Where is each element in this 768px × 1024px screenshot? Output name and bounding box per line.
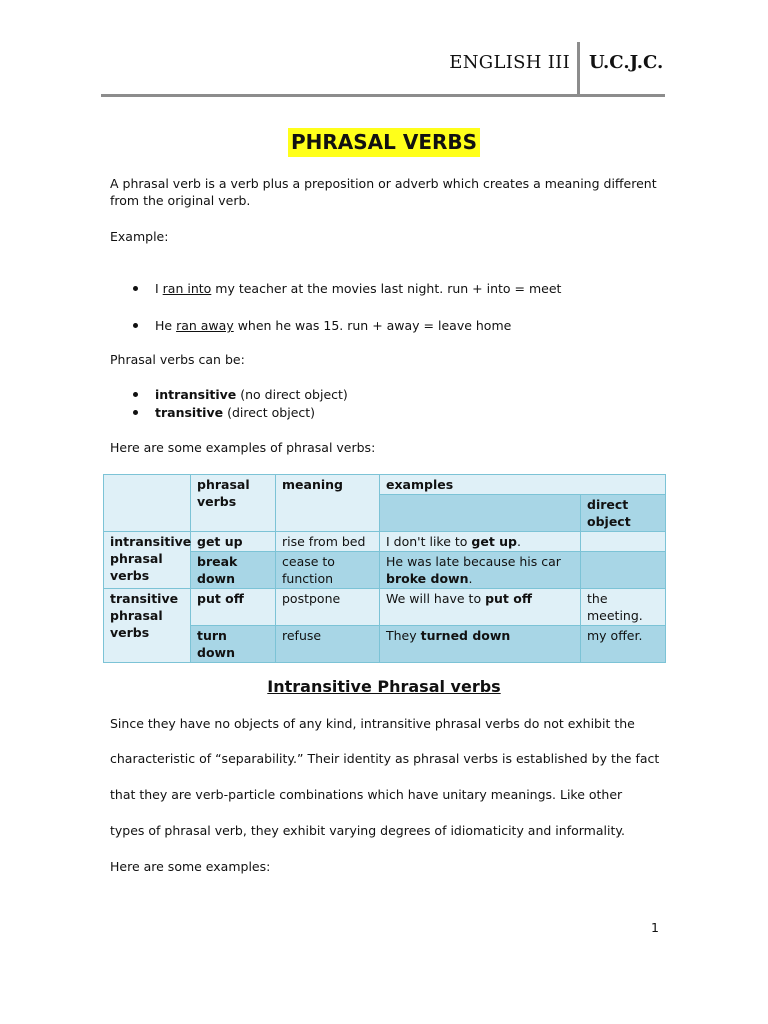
example-verb: ran away (176, 318, 234, 333)
table-row (104, 589, 666, 626)
example-verb: ran into (162, 281, 212, 296)
table-row (104, 532, 666, 552)
cell-object (581, 532, 666, 552)
section-heading: Intransitive Phrasal verbs (267, 677, 501, 696)
column-header-direct-object: direct object (581, 495, 666, 532)
page-number: 1 (651, 920, 659, 935)
cell-example: He was late because his car broke down. (380, 552, 581, 589)
course-name: ENGLISH III (449, 52, 570, 73)
page-title: PHRASAL VERBS (288, 128, 480, 157)
column-header-meaning: meaning (276, 475, 380, 532)
example-text: when he was 15. run + away = leave home (233, 318, 512, 333)
title-container (0, 128, 768, 157)
cell-meaning: cease to function (276, 552, 380, 589)
example-item (155, 280, 561, 297)
example-text: He (155, 318, 177, 333)
cell-meaning: postpone (276, 589, 380, 626)
paragraph-line: Since they have no objects of any kind, intransitive phrasal verbs do not exhibit the (110, 716, 635, 731)
row-group-intransitive: intransitive phrasal verbs (104, 532, 191, 589)
type-term: transitive (155, 405, 224, 420)
cell-verb: break down (191, 552, 276, 589)
table-header-row (104, 475, 666, 495)
type-item (155, 404, 315, 421)
cell-verb: get up (191, 532, 276, 552)
header-divider (577, 42, 580, 94)
type-item (155, 386, 348, 403)
phrasal-verbs-table (103, 474, 666, 663)
example-label: Example: (110, 229, 169, 244)
bullet-icon (133, 410, 138, 415)
paragraph-line: characteristic of “separability.” Their identity as phrasal verbs is established by the fact (110, 751, 660, 766)
example-text: my teacher at the movies last night. run + into = meet (211, 281, 562, 296)
cell-meaning: refuse (276, 626, 380, 663)
cell-meaning: rise from bed (276, 532, 380, 552)
cell-object (581, 552, 666, 589)
table-corner-cell (104, 475, 191, 532)
type-term: intransitive (155, 387, 237, 402)
intro-line-2: from the original verb. (110, 193, 251, 208)
types-intro: Phrasal verbs can be: (110, 352, 245, 367)
type-desc: (no direct object) (236, 387, 348, 402)
column-header-examples: examples (380, 475, 666, 495)
type-desc: (direct object) (223, 405, 316, 420)
subheader-blank (380, 495, 581, 532)
paragraph-line: that they are verb-particle combinations which have unitary meanings. Like other (110, 787, 623, 802)
row-group-transitive: transitive phrasal verbs (104, 589, 191, 663)
institution-name: U.C.J.C. (589, 52, 664, 73)
bullet-icon (133, 323, 138, 328)
intro-line-1: A phrasal verb is a verb plus a preposition or adverb which creates a meaning different (110, 176, 657, 191)
paragraph-line: Here are some examples: (110, 859, 271, 874)
bullet-icon (133, 286, 138, 291)
bullet-icon (133, 392, 138, 397)
cell-example: I don't like to get up. (380, 532, 581, 552)
example-text: I (155, 281, 163, 296)
column-header-phrasal: phrasal verbs (191, 475, 276, 532)
cell-verb: put off (191, 589, 276, 626)
paragraph-line: types of phrasal verb, they exhibit varying degrees of idiomaticity and informality. (110, 823, 625, 838)
table-intro: Here are some examples of phrasal verbs: (110, 440, 376, 455)
example-item (155, 317, 511, 334)
cell-object: the meeting. (581, 589, 666, 626)
cell-object: my offer. (581, 626, 666, 663)
cell-verb: turn down (191, 626, 276, 663)
cell-example: We will have to put off (380, 589, 581, 626)
cell-example: They turned down (380, 626, 581, 663)
page-header (101, 42, 665, 97)
